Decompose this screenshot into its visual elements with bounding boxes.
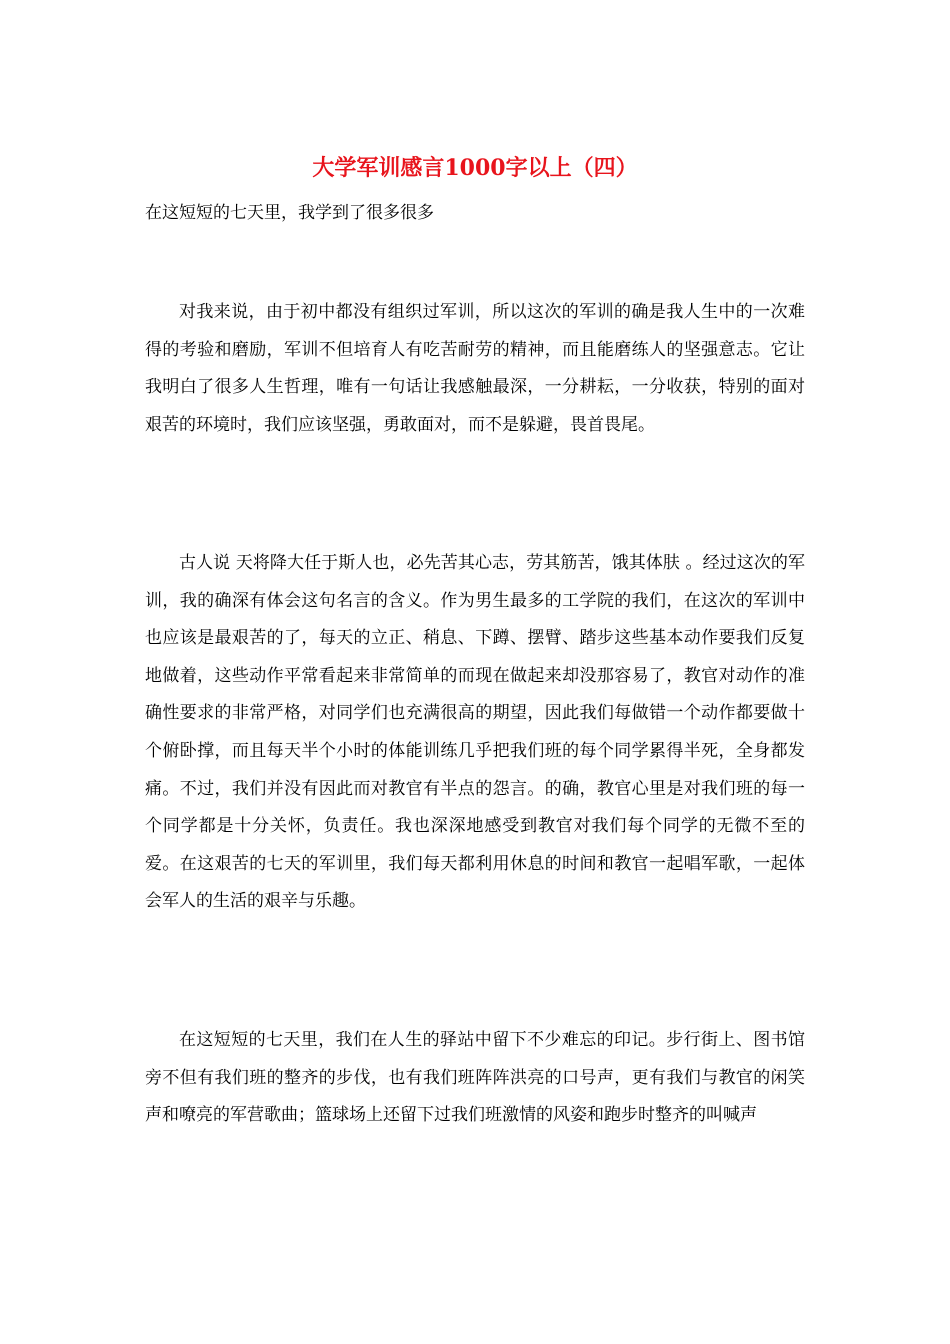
paragraph: 对我来说，由于初中都没有组织过军训，所以这次的军训的确是我人生中的一次难得的考验和磨励，军训不但培育人有吃苦耐劳的精神，而且能磨练人的坚强意志。它让我明白了很多人生哲理，唯有一句话让我感触最深，一分耕耘，一分收获，特别的面对艰苦的环境时，我们应该坚强，勇敢面对，而不是躲避，畏首畏尾。 — [145, 302, 805, 435]
document-subtitle: 在这短短的七天里，我学到了很多很多 — [145, 203, 434, 223]
paragraph: 古人说 天将降大任于斯人也，必先苦其心志，劳其筋苦，饿其体肤 。经过这次的军训，我的确深有体会这句名言的含义。作为男生最多的工学院的我们，在这次的军训中也应该是最艰苦的了，每天的立正、稍息、下蹲、摆臂、踏步这些基本动作要我们反复地做着，这些动作平常看起来非常简单的而现在做起来却没那容易了，教官对动作的准确性要求的非常严格，对同学们也充满很高的期望，因此我们每做错一个动作都要做十个俯卧撑，而且每天半个小时的体能训练几乎把我们班的每个同学累得半死，全身都发痛。不过，我们并没有因此而对教官有半点的怨言。的确，教官心里是对我们班的每一个同学都是十分关怀，负责任。我也深深地感受到教官对我们每个同学的无微不至的爱。在这艰苦的七天的军训里，我们每天都利用休息的时间和教官一起唱军歌，一起体会军人的生活的艰辛与乐趣。 — [145, 553, 805, 912]
document-title: 大学军训感言1000字以上（四） — [312, 155, 638, 181]
paragraph: 在这短短的七天里，我们在人生的驿站中留下不少难忘的印记。步行街上、图书馆旁不但有我们班的整齐的步伐，也有我们班阵阵洪亮的口号声，更有我们与教官的闲笑声和嘹亮的军营歌曲；篮球场上还留下过我们班激情的风姿和跑步时整齐的叫喊声 — [145, 1030, 805, 1126]
